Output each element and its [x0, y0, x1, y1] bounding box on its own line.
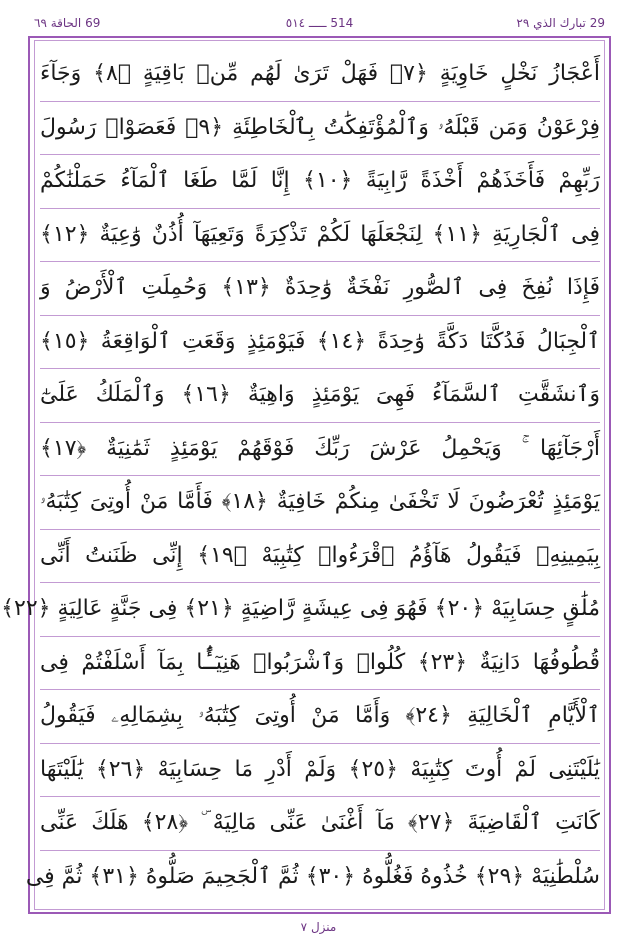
page-header [34, 14, 605, 34]
text-line: كَانَتِ ٱلْقَاضِيَةَ ﴿٢٧﴾ مَآ أَغْنَىٰ عَنِّى مَالِيَهْ ۜ ﴿٢٨﴾ هَلَكَ عَنِّى [40, 797, 600, 851]
juz-label: 29 تبارك الذي ٢٩ [516, 16, 605, 30]
text-line: ٱلْجِبَالُ فَدُكَّتَا دَكَّةً وَٰحِدَةً ﴿١٤﴾ فَيَوْمَئِذٍ وَقَعَتِ ٱلْوَاقِعَةُ ﴿١٥﴾ [40, 316, 600, 370]
text-line: سُلْطَٰنِيَهْ ﴿٢٩﴾ خُذُوهُ فَغُلُّوهُ ﴿٣٠﴾ ثُمَّ ٱلْجَحِيمَ صَلُّوهُ ﴿٣١﴾ ثُمَّ فِى [25, 863, 600, 889]
quran-text-block [1, 48, 601, 904]
text-line: فَإِذَا نُفِخَ فِى ٱلصُّورِ نَفْخَةٌ وَٰحِدَةٌ ﴿١٣﴾ وَحُمِلَتِ ٱلْأَرْضُ وَ [40, 262, 600, 316]
text-line: ٱلْأَيَّامِ ٱلْخَالِيَةِ ﴿٢٤﴾ وَأَمَّا مَنْ أُوتِىَ كِتَٰبَهُۥ بِشِمَالِهِۦ فَيَقُولُ [40, 690, 600, 744]
text-line: يَوْمَئِذٍ تُعْرَضُونَ لَا تَخْفَىٰ مِنكُمْ خَافِيَةٌ ﴿١٨﴾ فَأَمَّا مَنْ أُوتِىَ كِتَٰبَهُۥ [40, 476, 600, 530]
manzil-footer: منزل ٧ [300, 920, 337, 934]
text-line: وَٱنشَقَّتِ ٱلسَّمَآءُ فَهِىَ يَوْمَئِذٍ وَاهِيَةٌ ﴿١٦﴾ وَٱلْمَلَكُ عَلَىٰٓ [40, 369, 600, 423]
text-line: بِيَمِينِهِۦ فَيَقُولُ هَآؤُمُ ٱقْرَءُوا۟ كِتَٰبِيَهْ ﴿١٩﴾ إِنِّى ظَنَنتُ أَنِّى [40, 530, 600, 584]
page-number: 514 ـــــ ٥١٤ [285, 16, 354, 30]
text-line: قُطُوفُهَا دَانِيَةٌ ﴿٢٣﴾ كُلُوا۟ وَٱشْرَبُوا۟ هَنِيٓـًٔۢا بِمَآ أَسْلَفْتُمْ فِى [40, 637, 600, 691]
text-line: أَرْجَآئِهَا ۚ وَيَحْمِلُ عَرْشَ رَبِّكَ فَوْقَهُمْ يَوْمَئِذٍ ثَمَٰنِيَةٌ ﴿١٧﴾ [40, 423, 600, 477]
text-line: فِرْعَوْنُ وَمَن قَبْلَهُۥ وَٱلْمُؤْتَفِكَٰتُ بِٱلْخَاطِئَةِ ﴿٩﴾ فَعَصَوْا۟ رَسُولَ [40, 102, 600, 156]
text-line: فِى ٱلْجَارِيَةِ ﴿١١﴾ لِنَجْعَلَهَا لَكُمْ تَذْكِرَةً وَتَعِيَهَآ أُذُنٌ وَٰعِيَةٌ ﴿١٢﴾ [40, 209, 600, 263]
text-line: أَعْجَازُ نَخْلٍ خَاوِيَةٍ ﴿٧﴾ فَهَلْ تَرَىٰ لَهُم مِّنۢ بَاقِيَةٍ ﴿٨﴾ وَجَآءَ [40, 48, 600, 102]
text-line: يَٰلَيْتَنِى لَمْ أُوتَ كِتَٰبِيَهْ ﴿٢٥﴾ وَلَمْ أَدْرِ مَا حِسَابِيَهْ ﴿٢٦﴾ يَٰلَيْتَهَا [40, 744, 600, 798]
text-line: رَبِّهِمْ فَأَخَذَهُمْ أَخْذَةً رَّابِيَةً ﴿١٠﴾ إِنَّا لَمَّا طَغَا ٱلْمَآءُ حَمَلْنَٰكُمْ [40, 155, 600, 209]
text-line: مُلَٰقٍ حِسَابِيَهْ ﴿٢٠﴾ فَهُوَ فِى عِيشَةٍ رَّاضِيَةٍ ﴿٢١﴾ فِى جَنَّةٍ عَالِيَةٍ ﴿٢٢﴾ [40, 583, 600, 637]
surah-label: 69 الحاقة ٦٩ [34, 16, 101, 30]
